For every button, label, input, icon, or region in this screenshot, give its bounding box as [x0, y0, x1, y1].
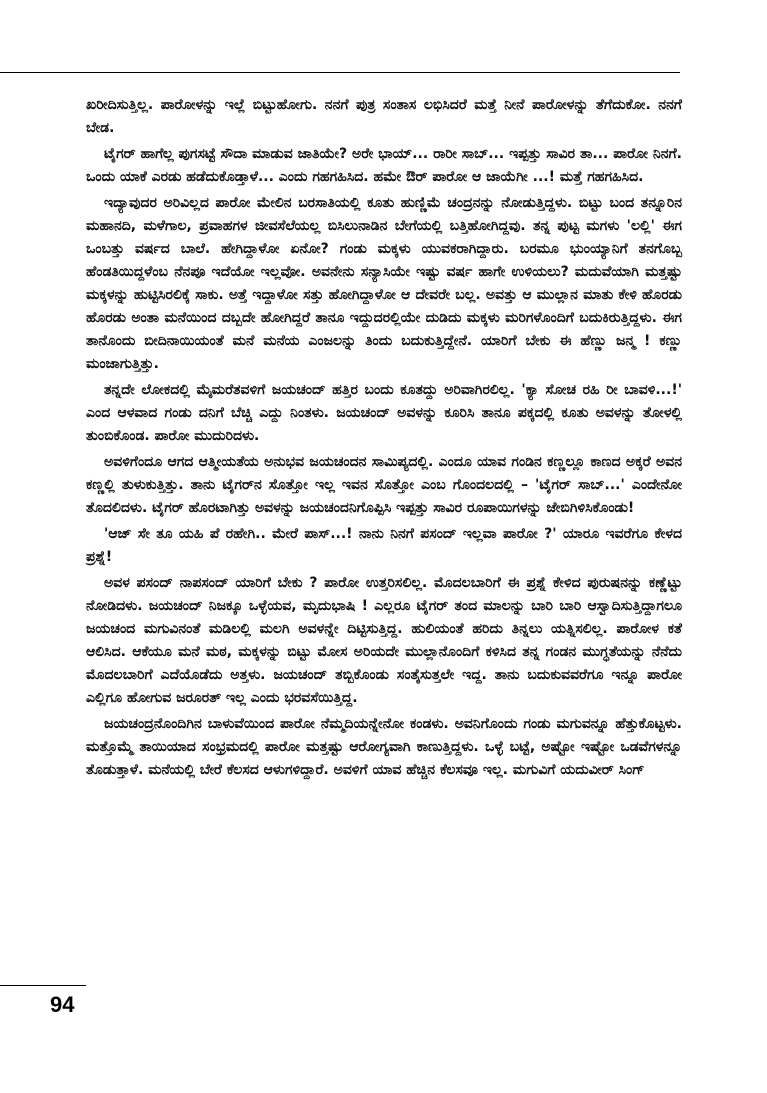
- paragraph: ಅವಳಿಗೆಂದೂ ಆಗದ ಆತ್ಮೀಯತೆಯ ಅನುಭವ ಜಯಚಂದನ ಸಾಮಿಪ್ಯದಲ್ಲಿ. ಎಂದೂ ಯಾವ ಗಂಡಿನ ಕಣ್ಣಲ್ಲೂ ಕಾಣದ ಅಕ್ಕರೆ ಅವನ ಕಣ್ಣಲ್ಲಿ ತುಳುಕುತ್ತಿತ್ತು. ತಾನು ಟೈಗರ್‌ನ ಸೊತ್ತೋ ಇಲ್ಲ ಇವನ ಸೊತ್ತೋ ಎಂಬ ಗೊಂದಲದಲ್ಲಿ – 'ಟೈಗರ್ ಸಾಬ್...' ಎಂದೇನೋ ತೊದಲಿದಳು. ಟೈಗರ್ ಹೊರಟಾಗಿತ್ತು ಅವಳನ್ನು ಜಯಚಂದನಿಗೊಪ್ಪಿಸಿ ಇಪ್ಪತ್ತು ಸಾವಿರ ರೂಪಾಯಿಗಳನ್ನು ಜೇಬಿಗಿಳಿಸಿಕೊಂಡು!: [86, 454, 682, 516]
- paragraph: ಇದ್ಯಾವುದರ ಅರಿವಿಲ್ಲದ ಪಾರೋ ಮೇಲಿನ ಬರಸಾತಿಯಲ್ಲಿ ಕೂತು ಹುಣ್ಣಿಮೆ ಚಂದ್ರನನ್ನು ನೋಡುತ್ತಿದ್ದಳು. ಬಿಟ್ಟು ಬಂದ ತನ್ನೂರಿನ ಮಹಾನದಿ, ಮಳೆಗಾಲ, ಪ್ರವಾಹಗಳ ಜೀವಸೆಲೆಯಲ್ಲ ಬಿಸಿಲುನಾಡಿನ ಬೇಗೆಯಲ್ಲಿ ಬತ್ತಿಹೋಗಿದ್ದವು. ತನ್ನ ಪುಟ್ಟ ಮಗಳು 'ಲಲ್ಲಿ' ಈಗ ಒಂಬತ್ತು ವರ್ಷದ ಬಾಲೆ. ಹೇಗಿದ್ದಾಳೋ ಏನೋ? ಗಂಡು ಮಕ್ಕಳು ಯುವಕರಾಗಿದ್ದಾರು. ಬರಮೂ ಭುಂಯ್ಯಾನಿಗೆ ತನಗೊಬ್ಬ ಹೆಂಡತಿಯಿದ್ದಳೆಂಬ ನೆನಪೂ ಇದೆಯೋ ಇಲ್ಲವೋ. ಅವನೇನು ಸನ್ಯಾಸಿಯೇ ಇಷ್ಟು ವರ್ಷ ಹಾಗೇ ಉಳಿಯಲು? ಮದುವೆಯಾಗಿ ಮತ್ತಷ್ಟು ಮಕ್ಕಳನ್ನು ಹುಟ್ಟಿಸಿರಲಿಕ್ಕೆ ಸಾಕು. ಅತ್ತೆ ಇದ್ದಾಳೋ ಸತ್ತು ಹೋಗಿದ್ದಾಳೋ ಆ ದೇವರೇ ಬಲ್ಲ. ಅವತ್ತು ಆ ಮುಲ್ಲಾನ ಮಾತು ಕೇಳಿ ಹೊರಡು ಹೊರಡು ಅಂತಾ ಮನೆಯಿಂದ ದಬ್ಬದೇ ಹೋಗಿದ್ದರೆ ತಾನೂ ಇದ್ದುದರಲ್ಲಿಯೇ ದುಡಿದು ಮಕ್ಕಳು ಮರಿಗಳೊಂದಿಗೆ ಬದುಕಿರುತ್ತಿದ್ದಳು. ಈಗ ತಾನೊಂದು ಬೀದಿನಾಯಿಯಂತೆ ಮನೆ ಮನೆಯ ಎಂಜಲನ್ನು ತಿಂದು ಬದುಕುತ್ತಿದ್ದೇನೆ. ಯಾರಿಗೆ ಬೇಕು ಈ ಹೆಣ್ಣು ಜನ್ಮ ! ಕಣ್ಣು ಮಂಜಾಗುತ್ತಿತ್ತು.: [86, 195, 682, 372]
- footer-rule: [0, 985, 86, 986]
- paragraph: 'ಆಜ್ ಸೇ ತೂ ಯಹಿ ಪೆ ರಹೇಗಿ.. ಮೇರೆ ಪಾಸ್...! ನಾನು ನಿನಗೆ ಪಸಂದ್ ಇಲ್ಲವಾ ಪಾರೋ ?' ಯಾರೂ ಇವರೆಗೂ ಕೇಳದ ಪ್ರಶ್ನೆ!: [86, 526, 682, 565]
- body-text: [86, 94, 682, 782]
- paragraph: ಟೈಗರ್ ಹಾಗೆಲ್ಲ ಪುಗಸಟ್ಟೆ ಸೌದಾ ಮಾಡುವ ಜಾತಿಯೇ? ಅರೇ ಭಾಯ್... ರಾರೀ ಸಾಬ್... ಇಪ್ಪತ್ತು ಸಾವಿರ ತಾ... ಪಾರೋ ನಿನಗೆ. ಒಂದು ಯಾಕೆ ಎರಡು ಹಡೆದುಕೊಡ್ತಾಳೆ... ಎಂದು ಗಹಗಹಿಸಿದ. ಹಮೇ ಔರ್ ಪಾರೋ ಆ ಜಾಯೆಗೀ ...! ಮತ್ತೆ ಗಹಗಹಿಸಿದ.: [86, 146, 682, 185]
- header-rule: [0, 72, 680, 73]
- paragraph: ಖರೀದಿಸುತ್ತಿಲ್ಲ. ಪಾರೋಳನ್ನು ಇಲ್ಲೆ ಬಿಟ್ಟುಹೋಗು. ನನಗೆ ಪುತ್ರ ಸಂತಾಸ ಲಭಿಸಿದರೆ ಮತ್ತೆ ನೀನೆ ಪಾರೋಳನ್ನು ತೆಗೆದುಕೋ. ನನಗೆ ಬೇಡ.: [86, 97, 682, 136]
- paragraph: ಜಯಚಂದ್ರನೊಂದಿಗಿನ ಬಾಳುವೆಯಿಂದ ಪಾರೋ ನೆಮ್ಮದಿಯನ್ನೇನೋ ಕಂಡಳು. ಅವನಿಗೊಂದು ಗಂಡು ಮಗುವನ್ನೂ ಹೆತ್ತುಕೊಟ್ಟಳು. ಮತ್ತೊಮ್ಮೆ ತಾಯಿಯಾದ ಸಂಭ್ರಮದಲ್ಲಿ ಪಾರೋ ಮತ್ತಷ್ಟು ಆರೋಗ್ಯವಾಗಿ ಕಾಣುತ್ತಿದ್ದಳು. ಒಳ್ಳೆ ಬಟ್ಟೆ, ಅಷ್ಟೋ ಇಷ್ಟೋ ಒಡವೆಗಳನ್ನೂ ತೊಡುತ್ತಾಳೆ. ಮನೆಯಲ್ಲಿ ಬೇರೆ ಕೆಲಸದ ಆಳುಗಳಿದ್ದಾರೆ. ಅವಳಿಗೆ ಯಾವ ಹೆಚ್ಚಿನ ಕೆಲಸವೂ ಇಲ್ಲ. ಮಗುವಿಗೆ ಯದುವೀರ್ ಸಿಂಗ್: [86, 716, 682, 778]
- paragraph: ಅವಳ ಪಸಂದ್ ನಾಪಸಂದ್ ಯಾರಿಗೆ ಬೇಕು ? ಪಾರೋ ಉತ್ತರಿಸಲಿಲ್ಲ. ಮೊದಲಬಾರಿಗೆ ಈ ಪ್ರಶ್ನೆ ಕೇಳಿದ ಪುರುಷನನ್ನು ಕಣ್ಣೆಟ್ಟು ನೋಡಿದಳು. ಜಯಚಂದ್ ನಿಜಕ್ಕೂ ಒಳ್ಳೆಯವ, ಮೃದುಭಾಷಿ ! ಎಲ್ಲರೂ ಟೈಗರ್ ತಂದ ಮಾಲನ್ನು ಬಾರಿ ಬಾರಿ ಆಸ್ವಾದಿಸುತ್ತಿದ್ದಾಗಲೂ ಜಯಚಂದ ಮಗುವಿನಂತೆ ಮಡಿಲಲ್ಲಿ ಮಲಗಿ ಅವಳನ್ನೇ ದಿಟ್ಟಿಸುತ್ತಿದ್ದ. ಹುಲಿಯಂತೆ ಹರಿದು ತಿನ್ನಲು ಯತ್ನಿಸಲಿಲ್ಲ. ಪಾರೋಳ ಕತೆ ಆಲಿಸಿದ. ಆಕೆಯೂ ಮನೆ ಮಠ, ಮಕ್ಕಳನ್ನು ಬಿಟ್ಟು ಮೋಸ ಅರಿಯದೇ ಮುಲ್ಲಾನೊಂದಿಗೆ ಕಳಿಸಿದ ತನ್ನ ಗಂಡನ ಮುಗ್ಧತೆಯನ್ನು ನೆನೆದು ಮೊದಲಬಾರಿಗೆ ಎದೆಯೊಡೆದು ಅತ್ತಳು. ಜಯಚಂದ್ ತಬ್ಬಿಕೊಂಡು ಸಂತೈಸುತ್ತಲೇ ಇದ್ದ. ತಾನು ಬದುಕುವವರೆಗೂ ಇನ್ನೂ ಪಾರೋ ಎಲ್ಲಿಗೂ ಹೋಗುವ ಜರೂರತ್ ಇಲ್ಲ ಎಂದು ಭರವಸೆಯಿತ್ತಿದ್ದ.: [86, 575, 682, 706]
- page-number: 94: [50, 992, 75, 1017]
- paragraph: ತನ್ನದೇ ಲೋಕದಲ್ಲಿ ಮೈಮರೆತವಳಿಗೆ ಜಯಚಂದ್ ಹತ್ತಿರ ಬಂದು ಕೂತದ್ದು ಅರಿವಾಗಿರಲಿಲ್ಲ. 'ಕ್ಯಾ ಸೋಚ ರಹಿ ರೀ ಬಾವಳಿ...!' ಎಂದ ಆಳವಾದ ಗಂಡು ದನಿಗೆ ಬೆಚ್ಚಿ ಎದ್ದು ನಿಂತಳು. ಜಯಚಂದ್ ಅವಳನ್ನು ಕೂರಿಸಿ ತಾನೂ ಪಕ್ಕದಲ್ಲಿ ಕೂತು ಅವಳನ್ನು ತೋಳಲ್ಲಿ ತುಂಬಿಕೊಂಡ. ಪಾರೋ ಮುದುರಿದಳು.: [86, 382, 682, 444]
